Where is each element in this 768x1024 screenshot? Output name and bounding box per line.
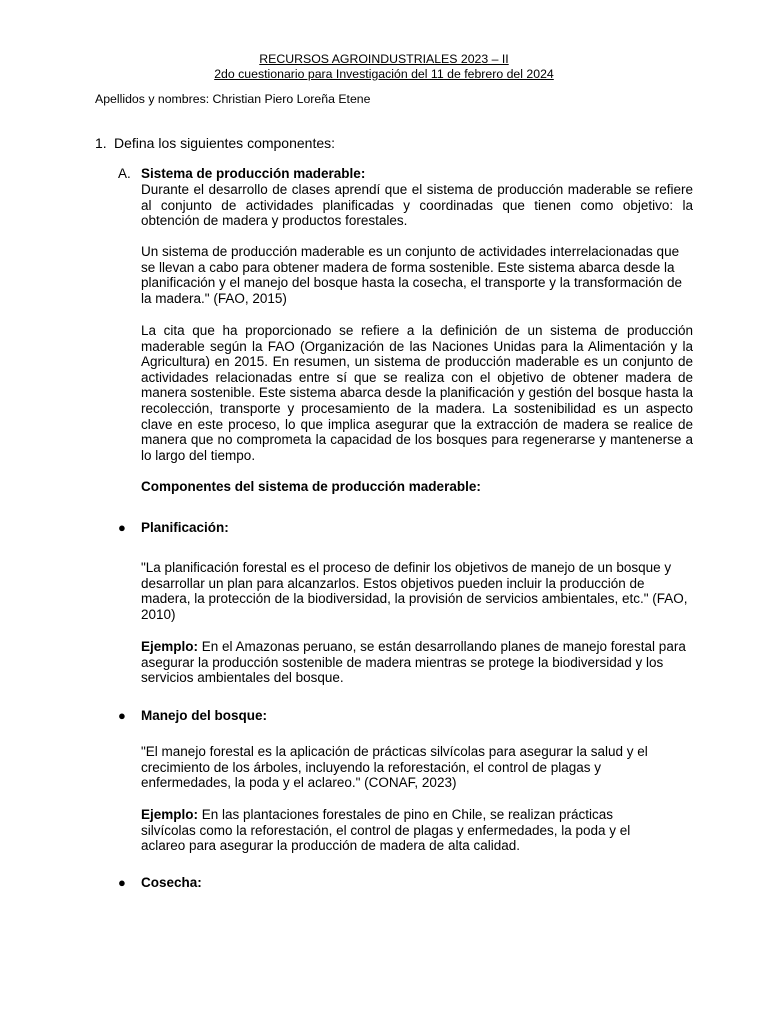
bullet-icon: ● — [118, 708, 126, 723]
bullet-icon: ● — [118, 875, 126, 890]
example-label: Ejemplo: — [141, 639, 199, 654]
planificacion-quote: "La planificación forestal es el proceso de definir los objetivos de manejo de un bosque y desarrollar un plan para alcanzarlos. Estos objetivos pueden incluir la producción de madera, la protección de la biodiversidad, la provisión de servicios ambientales, etc." (FAO, 2010) — [141, 560, 688, 622]
example-text: En el Amazonas peruano, se están desarrollando planes de manejo forestal para asegurar la producción sostenible de madera mientras se protege la biodiversidad y los servicios ambientales del bosque. — [141, 639, 686, 686]
section-letter: A. — [118, 166, 131, 181]
components-heading: Componentes del sistema de producción maderable: — [141, 479, 481, 494]
manejo-example — [141, 807, 671, 854]
section-paragraph-2: Un sistema de producción maderable es un conjunto de actividades interrelacionadas que se llevan a cabo para obtener madera de forma sostenible. Este sistema abarca desde la planificación y el manejo del bosque hasta la cosecha, el transporte y la transformación de la madera." (FAO, 2015) — [141, 244, 683, 306]
section-heading: Sistema de producción maderable: — [141, 166, 366, 181]
document-title: RECURSOS AGROINDUSTRIALES 2023 – II — [259, 52, 509, 66]
document-subtitle: 2do cuestionario para Investigación del 11 de febrero del 2024 — [214, 67, 554, 81]
question-number: 1. — [95, 135, 107, 151]
section-paragraph-3: La cita que ha proporcionado se refiere a la definición de un sistema de producción maderable según la FAO (Organización de las Naciones Unidas para la Alimentación y la Agricultura) en 2015. En resumen, un sistema de producción maderable es un conjunto de actividades relacionadas entre sí que se realiza con el objetivo de obtener madera de manera sostenible. Este sistema abarca desde la planificación y gestión del bosque hasta la recolección, transporte y procesamiento de la madera. La sostenibilidad es un aspecto clave en este proceso, lo que implica asegurar que la extracción de madera se realice de manera que no comprometa la capacidad de los bosques para regenerarse y mantenerse a lo largo del tiempo. — [141, 323, 693, 463]
planificacion-example — [141, 639, 697, 686]
manejo-quote: "El manejo forestal es la aplicación de prácticas silvícolas para asegurar la salud y el crecimiento de los árboles, incluyendo la reforestación, el control de plagas y enfermedades, la poda y el aclareo." (CONAF, 2023) — [141, 744, 648, 791]
question-text: Defina los siguientes componentes: — [114, 135, 336, 151]
bullet-title-planificacion: Planificación: — [141, 520, 229, 535]
bullet-title-cosecha: Cosecha: — [141, 875, 202, 890]
section-paragraph-1: Durante el desarrollo de clases aprendí que el sistema de producción maderable se refiere al conjunto de actividades planificadas y coordinadas que tienen como objetivo: la obtención de madera y productos forestales. — [141, 182, 693, 229]
bullet-title-manejo: Manejo del bosque: — [141, 708, 268, 723]
student-name-line: Apellidos y nombres: Christian Piero Loreña Etene — [95, 92, 371, 106]
example-text: En las plantaciones forestales de pino en Chile, se realizan prácticas silvícolas como la reforestación, el control de plagas y enfermedades, la poda y el aclareo para asegurar la producción de madera de alta calidad. — [141, 807, 631, 854]
example-label: Ejemplo: — [141, 807, 199, 822]
bullet-icon: ● — [118, 520, 126, 535]
